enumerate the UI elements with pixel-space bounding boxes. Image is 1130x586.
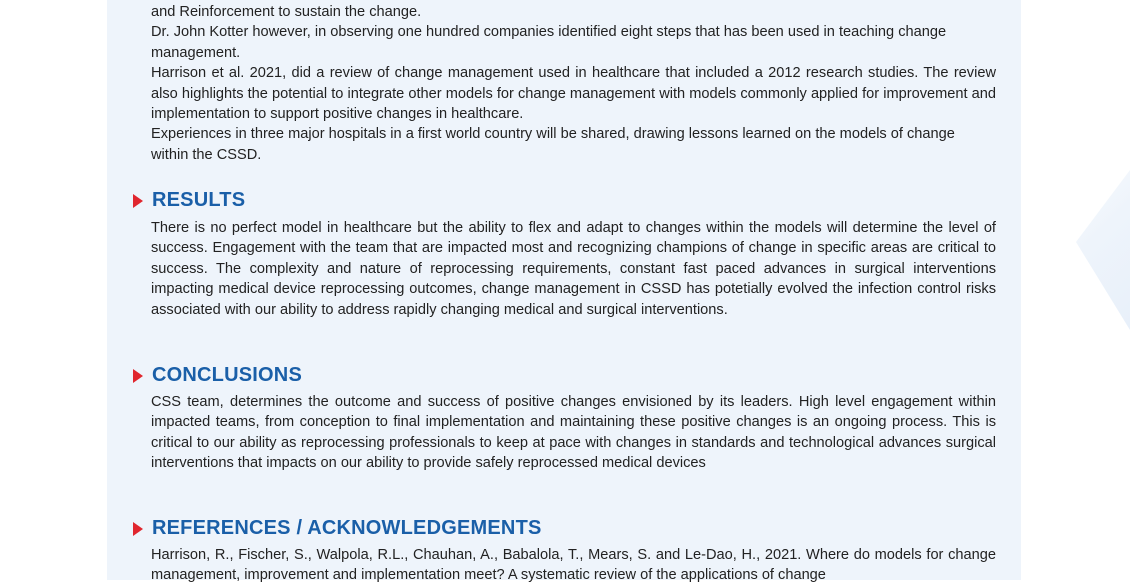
methods-paragraph: and Reinforcement to sustain the change. (151, 4, 422, 20)
references-heading (133, 517, 542, 540)
conclusions-title: CONCLUSIONS (152, 364, 302, 386)
methods-paragraph: Experiences in three major hospitals in a first world country will be shared, drawing lessons learned on the models of change within the CSSD. (151, 126, 955, 163)
conclusions-text: CSS team, determines the outcome and success of positive changes envisioned by its leaders. High level engagement within impacted teams, from conception to final implementation and maintaining these positive changes is an ongoing process. This is critical to our ability as reprocessing professionals to keep at pace with changes in standards and technological advances surgical interventions that impacts on our ability to provide safely reprocessed medical devices (151, 394, 996, 472)
results-heading (133, 189, 245, 212)
red-arrow-icon (133, 194, 143, 208)
methods-section (151, 2, 996, 165)
references-text: Harrison, R., Fischer, S., Walpola, R.L., Chauhan, A., Babalola, T., Mears, S. and Le-Dao, H., 2021. Where do models for change management, improvement and implementation meet? A systematic review of the applications of change (151, 547, 996, 584)
results-title: RESULTS (152, 189, 246, 211)
red-arrow-icon (133, 369, 143, 383)
results-text: There is no perfect model in healthcare but the ability to flex and adapt to changes within the models will determine the level of success. Engagement with the team that are impacted most and recognizing champions of change in specific areas are critical to success. The complexity and nature of reprocessing requirements, constant fast paced advances in surgical interventions impacting medical device reprocessing outcomes, change management in CSSD has potetially evolved the infection control risks associated with our ability to address rapidly changing medical and surgical interventions. (151, 220, 996, 318)
conclusions-heading (133, 364, 302, 387)
references-title: REFERENCES / ACKNOWLEDGEMENTS (152, 517, 542, 539)
methods-paragraph: Dr. John Kotter however, in observing one hundred companies identified eight steps that has been used in teaching change management. (151, 24, 947, 61)
background-decoration (1010, 170, 1130, 330)
methods-paragraph: Harrison et al. 2021, did a review of change management used in healthcare that included a 2012 research studies. The review also highlights the potential to integrate other models for change management with models commonly applied for improvement and implementation to support positive changes in healthcare. (151, 65, 996, 123)
red-arrow-icon (133, 522, 143, 536)
